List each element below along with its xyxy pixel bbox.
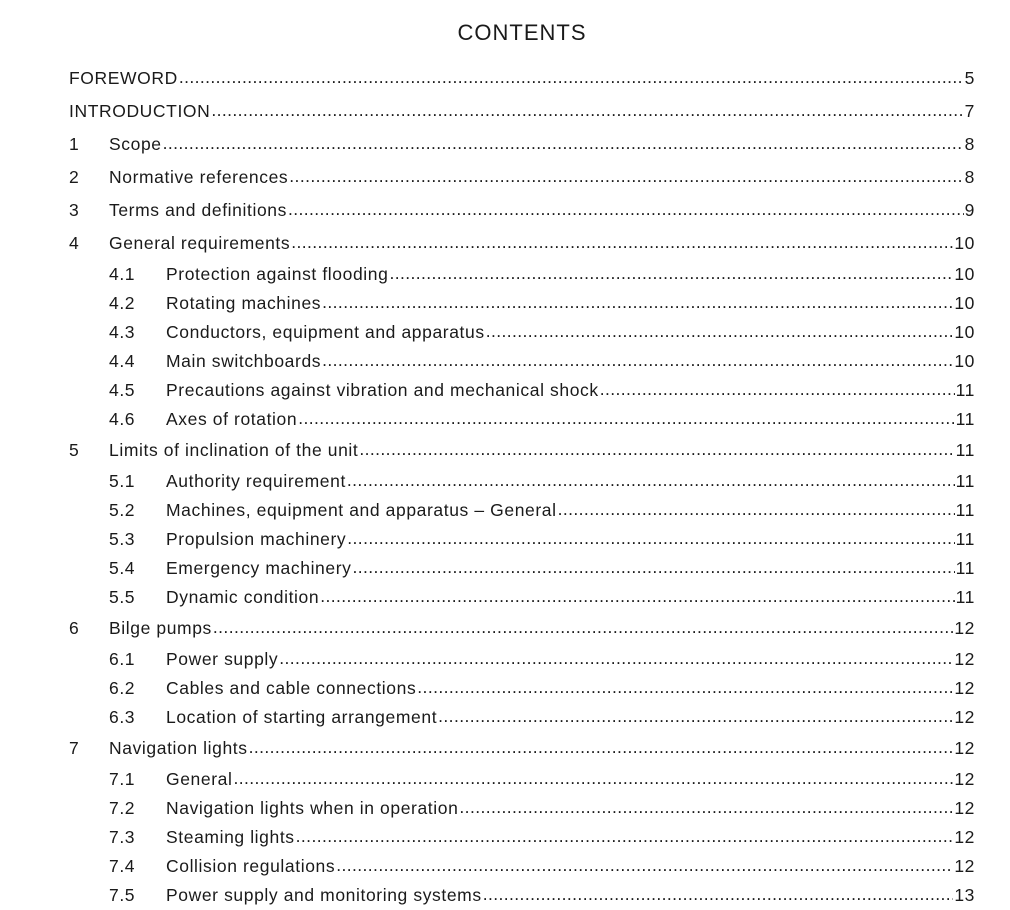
toc-entry-page: 11: [955, 558, 975, 578]
toc-entry-page: 11: [955, 529, 975, 549]
toc-entry-page: 10: [954, 233, 975, 253]
toc-entry-page: 11: [955, 471, 975, 491]
dot-leader: [298, 404, 954, 433]
toc-entry-number: 7: [69, 738, 80, 758]
dot-leader: [163, 127, 964, 160]
toc-entry-number: 2: [69, 167, 80, 187]
toc-entry-label: Terms and definitions: [109, 200, 287, 220]
toc-entry-label: Normative references: [109, 167, 289, 187]
toc-entry-label: Collision regulations: [166, 856, 336, 876]
toc-entry[interactable]: [69, 95, 975, 128]
toc-entry-number: 6.3: [109, 707, 136, 727]
toc-entry-page: 11: [955, 409, 975, 429]
toc-entry-page: 10: [954, 322, 975, 342]
dot-leader: [296, 822, 954, 851]
toc-entry[interactable]: [69, 612, 975, 645]
toc-entry[interactable]: [69, 194, 975, 227]
toc-entry[interactable]: [69, 227, 975, 260]
toc-entry-number: 7.4: [109, 856, 136, 876]
dot-leader: [211, 94, 963, 127]
toc-entry-number: 5.1: [109, 471, 136, 491]
toc-entry[interactable]: [69, 434, 975, 467]
dot-leader: [288, 193, 964, 226]
toc-entry-page: 9: [964, 200, 975, 220]
toc-entry-number: 4.3: [109, 322, 136, 342]
toc-entry[interactable]: [69, 645, 975, 674]
dot-leader: [289, 160, 963, 193]
dot-leader: [320, 582, 954, 611]
dot-leader: [417, 673, 953, 702]
toc-entry[interactable]: [69, 674, 975, 703]
toc-entry-page: 12: [954, 798, 975, 818]
toc-entry[interactable]: [69, 289, 975, 318]
toc-entry-page: 13: [954, 885, 975, 905]
dot-leader: [486, 317, 954, 346]
toc-entry-number: 4.5: [109, 380, 136, 400]
toc-entry[interactable]: [69, 703, 975, 732]
toc-entry-number: 5.3: [109, 529, 136, 549]
toc-entry-page: 12: [954, 649, 975, 669]
dot-leader: [347, 466, 955, 495]
toc-entry-page: 12: [954, 707, 975, 727]
toc-entry[interactable]: [69, 765, 975, 794]
dot-leader: [389, 259, 953, 288]
dot-leader: [459, 793, 953, 822]
toc-entry-number: 4.2: [109, 293, 136, 313]
toc-entry-page: 10: [954, 264, 975, 284]
toc-entry[interactable]: [69, 732, 975, 765]
toc-entry[interactable]: [69, 376, 975, 405]
toc-entry-page: 10: [954, 351, 975, 371]
toc-entry-page: 12: [954, 618, 975, 638]
toc-entry-number: 5: [69, 440, 80, 460]
toc-entry-label: Authority requirement: [166, 471, 346, 491]
toc-entry[interactable]: [69, 852, 975, 881]
toc-entry-label: INTRODUCTION: [69, 101, 211, 121]
dot-leader: [233, 764, 953, 793]
toc-entry-page: 12: [954, 738, 975, 758]
toc-entry-page: 12: [954, 856, 975, 876]
toc-entry-label: FOREWORD: [69, 68, 178, 88]
toc-entry-number: 7.1: [109, 769, 136, 789]
toc-entry[interactable]: [69, 794, 975, 823]
toc-entry-label: Bilge pumps: [109, 618, 212, 638]
toc-entry-number: 5.2: [109, 500, 136, 520]
toc-entry-page: 12: [954, 678, 975, 698]
toc-entry-number: 5.5: [109, 587, 136, 607]
toc-entry-page: 7: [964, 101, 975, 121]
toc-entry[interactable]: [69, 583, 975, 612]
toc-entry-label: Dynamic condition: [166, 587, 320, 607]
toc-entry-number: 7.2: [109, 798, 136, 818]
dot-leader: [558, 495, 955, 524]
dot-leader: [322, 346, 953, 375]
toc-entry-label: Protection against flooding: [166, 264, 389, 284]
toc-entry-label: General: [166, 769, 233, 789]
toc-entry-page: 8: [964, 167, 975, 187]
dot-leader: [249, 731, 954, 764]
toc-entry-label: Steaming lights: [166, 827, 295, 847]
dot-leader: [279, 644, 953, 673]
toc-entry-page: 11: [955, 440, 975, 460]
toc-entry-label: Power supply and monitoring systems: [166, 885, 482, 905]
dot-leader: [347, 524, 954, 553]
toc-entry-label: Rotating machines: [166, 293, 322, 313]
toc-entry-label: Location of starting arrangement: [166, 707, 438, 727]
toc-entry-number: 1: [69, 134, 80, 154]
toc-entry-label: Axes of rotation: [166, 409, 298, 429]
toc-entry-page: 12: [954, 769, 975, 789]
toc-entry-page: 5: [964, 68, 975, 88]
toc-entry[interactable]: [69, 525, 975, 554]
toc-entry-label: Machines, equipment and apparatus – General: [166, 500, 557, 520]
toc-entry-label: Power supply: [166, 649, 279, 669]
toc-entry-label: Cables and cable connections: [166, 678, 417, 698]
toc-entry-page: 11: [955, 380, 975, 400]
toc-entry[interactable]: [69, 128, 975, 161]
toc-entry-page: 11: [955, 500, 975, 520]
toc-entry-number: 4.1: [109, 264, 136, 284]
toc-entry[interactable]: [69, 881, 975, 910]
page-title: CONTENTS: [457, 20, 587, 45]
toc-entry[interactable]: [69, 554, 975, 583]
toc-entry-page: 10: [954, 293, 975, 313]
dot-leader: [353, 553, 955, 582]
toc-entry[interactable]: [69, 467, 975, 496]
dot-leader: [359, 433, 954, 466]
toc-entry-label: Navigation lights when in operation: [166, 798, 459, 818]
table-of-contents: [69, 62, 975, 910]
dot-leader: [179, 61, 964, 94]
toc-entry[interactable]: [69, 161, 975, 194]
dot-leader: [213, 611, 953, 644]
toc-entry[interactable]: [69, 62, 975, 95]
toc-entry-number: 7.5: [109, 885, 136, 905]
toc-entry-label: Conductors, equipment and apparatus: [166, 322, 485, 342]
dot-leader: [322, 288, 953, 317]
toc-entry-number: 4.4: [109, 351, 136, 371]
toc-entry[interactable]: [69, 823, 975, 852]
toc-entry[interactable]: [69, 347, 975, 376]
toc-entry[interactable]: [69, 260, 975, 289]
toc-entry-label: Limits of inclination of the unit: [109, 440, 359, 460]
toc-entry-page: 12: [954, 827, 975, 847]
toc-entry-number: 4: [69, 233, 80, 253]
toc-entry-label: Emergency machinery: [166, 558, 352, 578]
toc-entry-page: 11: [955, 587, 975, 607]
toc-entry-label: Main switchboards: [166, 351, 322, 371]
toc-entry-number: 7.3: [109, 827, 136, 847]
toc-entry-number: 6.1: [109, 649, 136, 669]
toc-entry-label: Precautions against vibration and mechanical shock: [166, 380, 599, 400]
toc-entry[interactable]: [69, 405, 975, 434]
dot-leader: [336, 851, 953, 880]
toc-entry-number: 5.4: [109, 558, 136, 578]
dot-leader: [438, 702, 953, 731]
dot-leader: [291, 226, 953, 259]
toc-entry-label: Scope: [109, 134, 162, 154]
toc-entry[interactable]: [69, 318, 975, 347]
toc-entry-number: 6: [69, 618, 80, 638]
toc-entry-page: 8: [964, 134, 975, 154]
toc-entry-number: 4.6: [109, 409, 136, 429]
toc-entry-number: 6.2: [109, 678, 136, 698]
dot-leader: [600, 375, 955, 404]
toc-entry-label: Navigation lights: [109, 738, 248, 758]
toc-entry-label: General requirements: [109, 233, 291, 253]
toc-entry-label: Propulsion machinery: [166, 529, 347, 549]
dot-leader: [483, 880, 954, 909]
toc-entry[interactable]: [69, 496, 975, 525]
toc-entry-number: 3: [69, 200, 80, 220]
